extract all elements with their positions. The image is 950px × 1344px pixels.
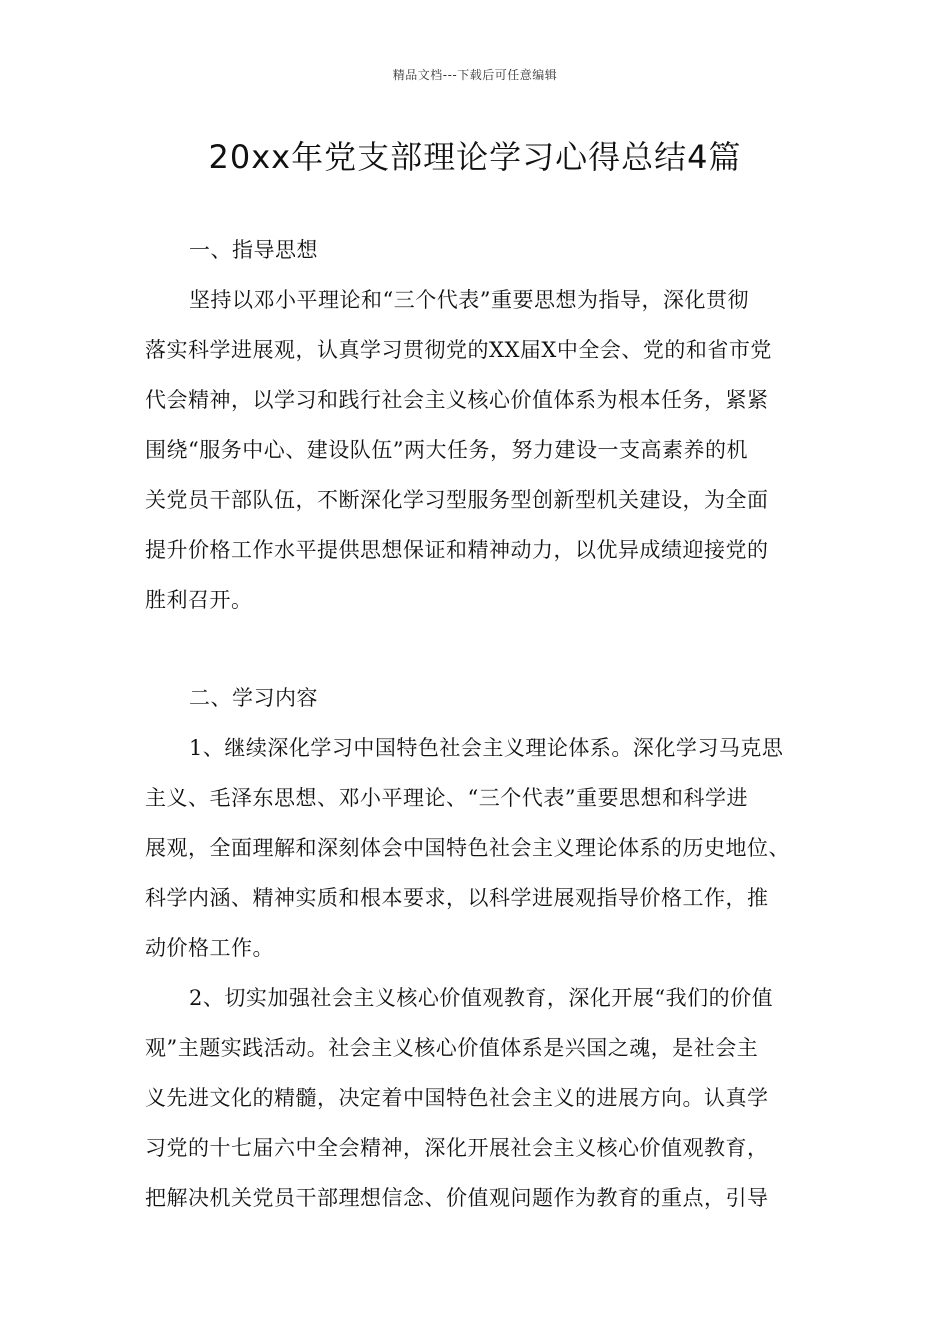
paragraph-line: 展观，全面理解和深刻体会中国特色社会主义理论体系的历史地位、 (145, 836, 790, 860)
paragraph-line: 把解决机关党员干部理想信念、价值观问题作为教育的重点，引导 (145, 1186, 769, 1210)
paragraph-line: 1、继续深化学习中国特色社会主义理论体系。深化学习马克思 (189, 736, 784, 760)
paragraph-line: 习党的十七届六中全会精神，深化开展社会主义核心价值观教育， (145, 1136, 769, 1160)
paragraph-line: 观”主题实践活动。社会主义核心价值体系是兴国之魂，是社会主 (145, 1036, 759, 1060)
paragraph-line: 关党员干部队伍，不断深化学习型服务型创新型机关建设，为全面 (145, 488, 769, 512)
paragraph-line: 科学内涵、精神实质和根本要求，以科学进展观指导价格工作，推 (145, 886, 769, 910)
header-note: 精品文档---下载后可任意编辑 (392, 68, 558, 82)
section-heading: 一、指导思想 (189, 238, 318, 262)
section-guiding-thought (145, 225, 835, 625)
paragraph-line: 胜利召开。 (145, 588, 253, 612)
paragraph-line: 围绕“服务中心、建设队伍”两大任务，努力建设一支高素养的机 (145, 438, 748, 462)
paragraph-line: 代会精神，以学习和践行社会主义核心价值体系为根本任务，紧紧 (145, 388, 769, 412)
paragraph-line: 主义、毛泽东思想、邓小平理论、“三个代表”重要思想和科学进 (145, 786, 748, 810)
paragraph-line: 动价格工作。 (145, 936, 274, 960)
paragraph-line: 2、切实加强社会主义核心价值观教育，深化开展“我们的价值 (189, 986, 774, 1010)
section-study-content (145, 673, 835, 1223)
paragraph-line: 提升价格工作水平提供思想保证和精神动力，以优异成绩迎接党的 (145, 538, 769, 562)
paragraph-line: 坚持以邓小平理论和“三个代表”重要思想为指导，深化贯彻 (189, 288, 749, 312)
document-title: 20xx年党支部理论学习心得总结4篇 (208, 138, 742, 176)
section-heading: 二、学习内容 (189, 686, 318, 710)
paragraph-line: 落实科学进展观，认真学习贯彻党的XX届X中全会、党的和省市党 (145, 338, 772, 362)
paragraph-line: 义先进文化的精髓，决定着中国特色社会主义的进展方向。认真学 (145, 1086, 769, 1110)
